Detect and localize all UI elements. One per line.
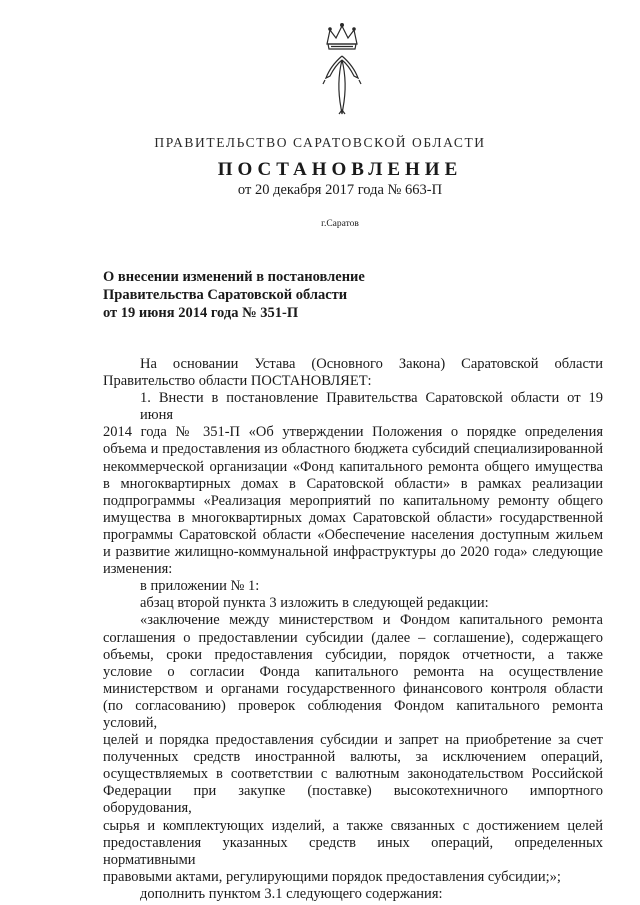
paragraph-line: условие о согласии Фонда капитального ремонта на осуществление [103, 663, 603, 680]
paragraph-line: полученных средств иностранной валюты, за исключением операций, [103, 749, 603, 766]
paragraph-basis [103, 356, 603, 390]
paragraph-line: объема и предоставления из областного бюджета субсидий специализированной [103, 441, 603, 458]
subject-line: О внесении изменений в постановление [103, 269, 365, 285]
paragraph-line: Правительство области ПОСТАНОВЛЯЕТ: [103, 373, 372, 390]
coat-of-arms-icon [317, 18, 367, 118]
paragraph-line: программы Саратовской области «Обеспечение населения доступным жильем [103, 526, 603, 543]
paragraph-line: 2014 года № 351-П «Об утверждении Положения о порядке определения [103, 424, 603, 441]
document-date-number: от 20 декабря 2017 года № 663-П [237, 182, 443, 198]
paragraph-appendix [103, 578, 603, 595]
paragraph-line: имущества в многоквартирных домах Саратовской области» государственной [103, 509, 603, 526]
paragraph-amendment-intro [103, 595, 603, 612]
document-body [103, 356, 603, 903]
paragraph-line: правовыми актами, регулирующими порядок предоставления субсидии;»; [103, 868, 561, 885]
paragraph-line: дополнить пунктом 3.1 следующего содержания: [140, 885, 443, 902]
paragraph-line: целей и порядка предоставления субсидии и запрет на приобретение за счет [103, 732, 603, 749]
paragraph-line: осуществляемых в соответствии с валютным законодательством Российской [103, 766, 603, 783]
paragraph-line: подпрограммы «Реализация мероприятий по капитальному ремонту общего [103, 492, 603, 509]
paragraph-line: предоставления указанных средств иных операций, определенных нормативными [103, 834, 603, 868]
paragraph-line: в многоквартирных домах в Саратовской области» в рамках реализации [103, 475, 603, 492]
government-header: ПРАВИТЕЛЬСТВО САРАТОВСКОЙ ОБЛАСТИ [154, 135, 486, 150]
document-city: г.Саратов [321, 219, 359, 229]
document-subject [103, 268, 365, 322]
paragraph-line: (по согласованию) проверок соблюдения Фондом капитального ремонта условий, [103, 697, 603, 731]
paragraph-line: абзац второй пункта 3 изложить в следующей редакции: [140, 595, 489, 612]
paragraph-line: изменения: [103, 561, 173, 578]
paragraph-line: и развитие жилищно-коммунальной инфраструктуры до 2020 года» следующие [103, 544, 603, 561]
paragraph-add-item [103, 886, 603, 903]
subject-line: Правительства Саратовской области [103, 287, 348, 303]
paragraph-line: объемы, сроки предоставления субсидии, порядок отчетности, а также [103, 646, 603, 663]
document-title: ПОСТАНОВЛЕНИЕ [217, 159, 463, 180]
paragraph-item-1 [103, 390, 603, 578]
paragraph-line: в приложении № 1: [140, 578, 260, 595]
paragraph-line: На основании Устава (Основного Закона) Саратовской области [140, 356, 603, 372]
paragraph-line: соглашения о предоставлении субсидии (далее – соглашение), содержащего [103, 629, 603, 646]
paragraph-line: министерством и органами государственного финансового контроля области [103, 680, 603, 697]
paragraph-line: 1. Внести в постановление Правительства Саратовской области от 19 июня [140, 390, 603, 424]
paragraph-new-wording [103, 612, 603, 886]
paragraph-line: Федерации при закупке (поставке) высокотехничного импортного оборудования, [103, 783, 603, 817]
paragraph-line: некоммерческой организации «Фонд капитального ремонта общего имущества [103, 458, 603, 475]
paragraph-line: сырья и комплектующих изделий, а также связанных с достижением целей [103, 817, 603, 834]
subject-line: от 19 июня 2014 года № 351-П [103, 305, 299, 321]
paragraph-line: «заключение между министерством и Фондом капитального ремонта [140, 612, 603, 629]
